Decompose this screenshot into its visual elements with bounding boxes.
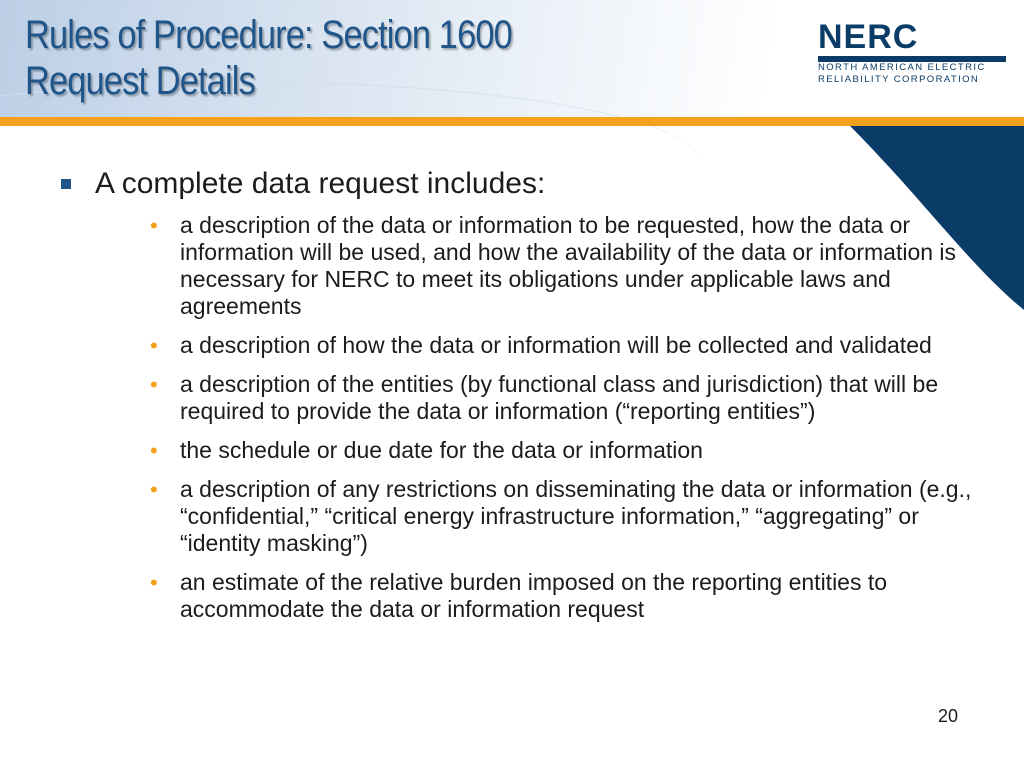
sub-bullet-list xyxy=(95,212,975,623)
sub-bullet-text: a description of how the data or information will be collected and validated xyxy=(180,332,932,358)
sub-bullet-item xyxy=(95,569,975,623)
sub-bullet-text: a description of any restrictions on disseminating the data or information (e.g., “confidential,” “critical energy infrastructure information,” “aggregating” or “identity masking”) xyxy=(180,476,972,556)
nerc-logo xyxy=(818,20,1008,100)
main-bullet-text: A complete data request includes: xyxy=(95,167,546,200)
dot-bullet-icon: • xyxy=(150,570,158,595)
sub-bullet-text: an estimate of the relative burden imposed on the reporting entities to accommodate the data or information request xyxy=(180,569,888,622)
logo-wordmark: NERC xyxy=(818,18,919,56)
sub-bullet-item xyxy=(95,437,975,464)
logo-subtitle-line-2: RELIABILITY CORPORATION xyxy=(818,74,980,85)
sub-bullet-text: a description of the data or information to be requested, how the data or information will be used, and how the availability of the data or information is necessary for NERC to meet its obligations under applicable laws and agreements xyxy=(180,212,957,319)
dot-bullet-icon: • xyxy=(150,438,158,463)
dot-bullet-icon: • xyxy=(150,372,158,397)
sub-bullet-item xyxy=(95,332,975,359)
sub-bullet-item xyxy=(95,476,975,557)
square-bullet-icon xyxy=(61,179,71,189)
slide-title xyxy=(25,12,512,104)
main-bullet-item xyxy=(55,166,975,623)
sub-bullet-text: the schedule or due date for the data or information xyxy=(180,437,703,463)
dot-bullet-icon: • xyxy=(150,477,158,502)
title-line-2: Request Details xyxy=(25,59,255,103)
page-number: 20 xyxy=(938,706,959,726)
logo-subtitle-line-1: NORTH AMERICAN ELECTRIC xyxy=(818,62,986,73)
title-line-1: Rules of Procedure: Section 1600 xyxy=(25,13,512,57)
sub-bullet-text: a description of the entities (by functional class and jurisdiction) that will be required to provide the data or information (“reporting entities”) xyxy=(180,371,939,424)
accent-bar xyxy=(0,117,1024,126)
slide-body xyxy=(55,166,975,635)
sub-bullet-item xyxy=(95,371,975,425)
sub-bullet-item xyxy=(95,212,975,320)
dot-bullet-icon: • xyxy=(150,333,158,358)
dot-bullet-icon: • xyxy=(150,213,158,238)
